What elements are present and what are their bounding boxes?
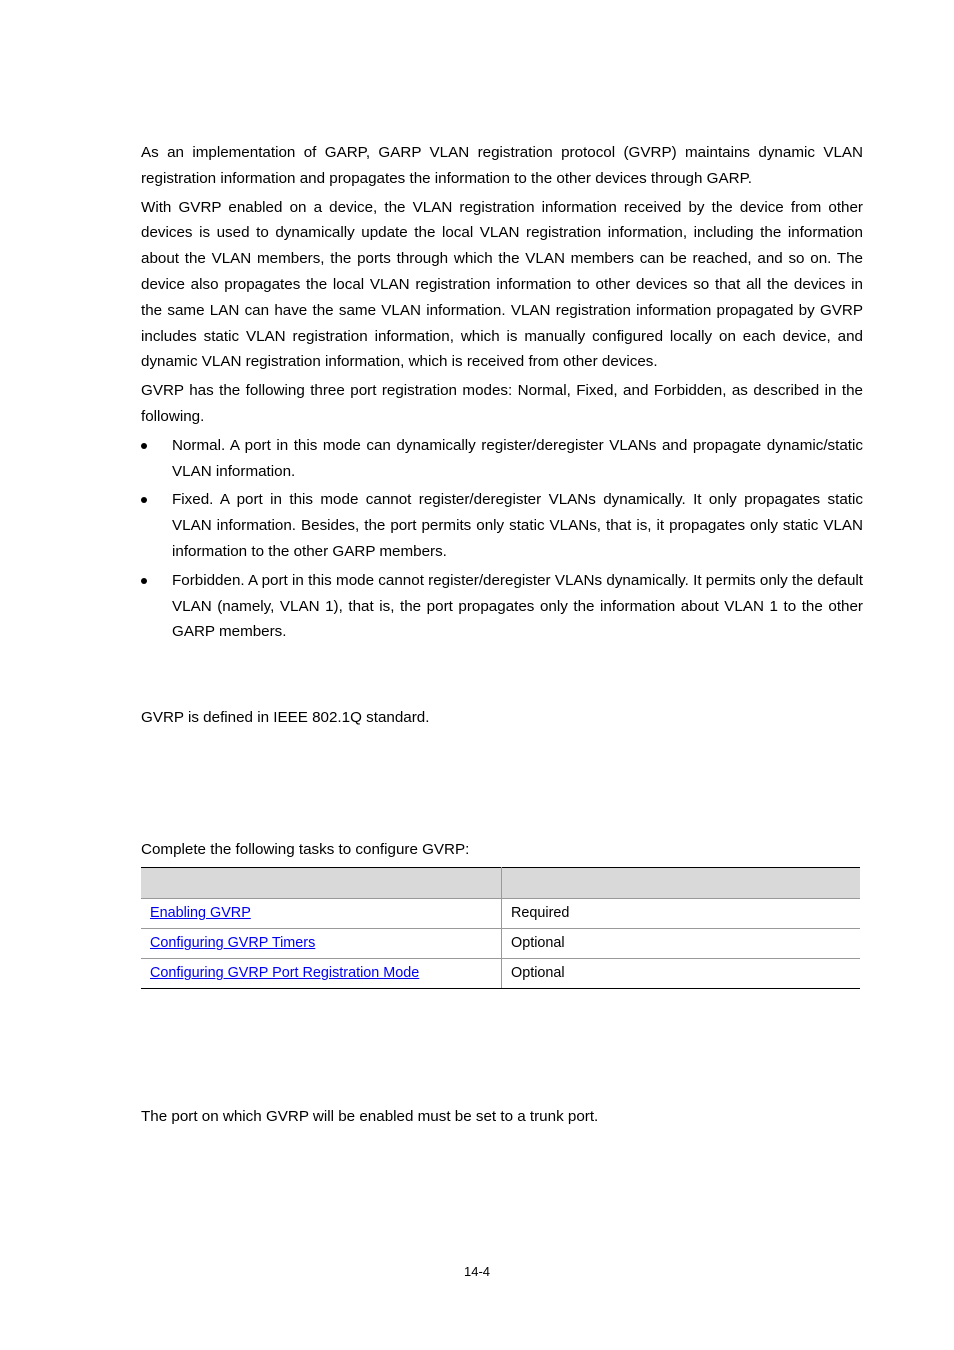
task-link-gvrp-timers[interactable]: Configuring GVRP Timers — [150, 935, 316, 952]
bullet-icon — [141, 578, 147, 584]
task-link-enabling-gvrp[interactable]: Enabling GVRP — [150, 905, 251, 922]
protocol-spec-text: GVRP is defined in IEEE 802.1Q standard. — [141, 709, 430, 727]
task-remark: Optional — [502, 958, 861, 988]
table-header-cell — [141, 867, 502, 898]
document-body — [141, 140, 863, 1130]
intro-paragraph-3: GVRP has the following three port registration modes: Normal, Fixed, and Forbidden, as described in the following. — [141, 382, 863, 425]
registration-modes-list — [141, 433, 863, 645]
list-item: Fixed. A port in this mode cannot register/deregister VLANs dynamically. It only propagates static VLAN information. Besides, the port permits only static VLANs, that is, it propagates only static VLAN information to the other GARP members. — [141, 487, 863, 564]
intro-paragraph-1: As an implementation of GARP, GARP VLAN registration protocol (GVRP) maintains dynamic VLAN registration information and propagates the information to the other devices through GARP. — [141, 144, 863, 187]
table-row — [141, 898, 860, 928]
task-remark: Optional — [502, 928, 861, 958]
page-number: 14-4 — [463, 1264, 491, 1279]
table-row — [141, 928, 860, 958]
list-item: Normal. A port in this mode can dynamically register/deregister VLANs and propagate dynamic/static VLAN information. — [141, 433, 863, 485]
task-remark: Required — [502, 898, 861, 928]
table-header-row — [141, 867, 860, 898]
table-header-cell — [502, 867, 861, 898]
task-link-port-registration-mode[interactable]: Configuring GVRP Port Registration Mode — [150, 965, 420, 982]
table-row — [141, 958, 860, 988]
prerequisite-text: The port on which GVRP will be enabled must be set to a trunk port. — [141, 1107, 599, 1125]
intro-paragraph-2: With GVRP enabled on a device, the VLAN registration information received by the device from other devices is used to dynamically update the local VLAN registration information, including the information about the VLAN members, the ports through which the VLAN members can be reached, and so on. The device also propagates the local VLAN registration information to other devices so that all the devices in the same LAN can have the same VLAN information. VLAN registration information propagated by GVRP includes static VLAN registration information, which is manually configured locally on each device, and dynamic VLAN registration information, which is received from other devices. — [141, 198, 863, 371]
bullet-icon — [141, 443, 147, 449]
bullet-icon — [141, 497, 147, 503]
gvrp-tasks-table — [141, 867, 860, 989]
tasks-intro-text: Complete the following tasks to configure GVRP: — [141, 840, 470, 858]
list-item: Forbidden. A port in this mode cannot register/deregister VLANs dynamically. It permits only the default VLAN (namely, VLAN 1), that is, the port propagates only the information about VLAN 1 to the other GARP members. — [141, 568, 863, 645]
